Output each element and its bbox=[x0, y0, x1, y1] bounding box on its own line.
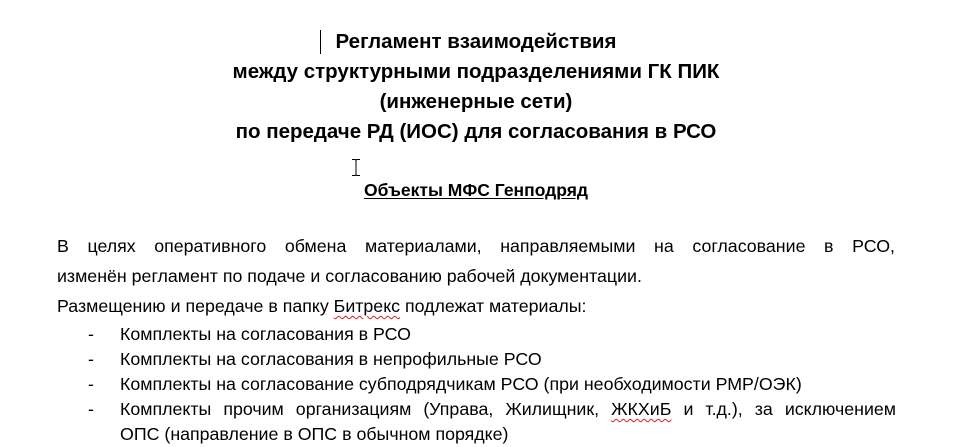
materials-list bbox=[88, 322, 896, 447]
list-item-text[interactable]: Комплекты на согласование субподрядчикам РСО (при необходимости РМР/ОЭК) bbox=[120, 374, 802, 394]
list-item[interactable] bbox=[88, 322, 896, 347]
placement-text-after[interactable]: подлежат материалы: bbox=[400, 296, 587, 316]
list-item[interactable] bbox=[88, 347, 896, 372]
list-item-text[interactable] bbox=[120, 397, 896, 447]
i-beam-cursor-icon bbox=[351, 159, 361, 176]
placement-paragraph[interactable] bbox=[57, 291, 895, 321]
list-dash-marker: - bbox=[88, 349, 94, 369]
subtitle-text[interactable]: Объекты МФС Генподряд bbox=[363, 180, 589, 200]
list-item-text[interactable]: Комплекты на согласования в РСО bbox=[120, 324, 411, 344]
list-dash-marker: - bbox=[88, 324, 94, 344]
list-item-line-1[interactable] bbox=[120, 397, 896, 422]
last-item-text-before[interactable]: Комплекты прочим организациям (Управа, Жилищник, bbox=[120, 399, 612, 419]
list-item[interactable] bbox=[88, 397, 896, 447]
document-subtitle[interactable] bbox=[0, 178, 952, 202]
intro-paragraph[interactable] bbox=[57, 231, 895, 291]
intro-line-1[interactable]: В целях оперативного обмена материалами, направляемыми на согласование в РСО, bbox=[57, 236, 895, 256]
document-title[interactable] bbox=[0, 27, 952, 147]
spellcheck-word-zhkkhib[interactable]: ЖКХиБ bbox=[611, 399, 672, 419]
list-dash-marker: - bbox=[88, 399, 94, 419]
list-item-line-2[interactable]: ОПС (направление в ОПС в обычном порядке) bbox=[120, 424, 509, 444]
list-item[interactable] bbox=[88, 372, 896, 397]
title-line-2[interactable]: между структурными подразделениями ГК ПИК bbox=[232, 60, 720, 83]
placement-text-before[interactable]: Размещению и передаче в папку bbox=[57, 296, 334, 316]
title-line-4[interactable]: по передаче РД (ИОС) для согласования в РСО bbox=[235, 120, 717, 143]
spellcheck-word-bitrix[interactable]: Битрекс bbox=[333, 296, 401, 316]
list-item-text[interactable]: Комплекты на согласования в непрофильные РСО bbox=[120, 349, 542, 369]
last-item-text-after[interactable]: и т.д.), за исключением bbox=[671, 399, 896, 419]
list-dash-marker: - bbox=[88, 374, 94, 394]
title-line-3[interactable]: (инженерные сети) bbox=[379, 90, 573, 113]
title-line-1[interactable]: Регламент взаимодействия bbox=[335, 30, 617, 53]
intro-line-2[interactable]: изменён регламент по подаче и согласованию рабочей документации. bbox=[57, 266, 642, 286]
